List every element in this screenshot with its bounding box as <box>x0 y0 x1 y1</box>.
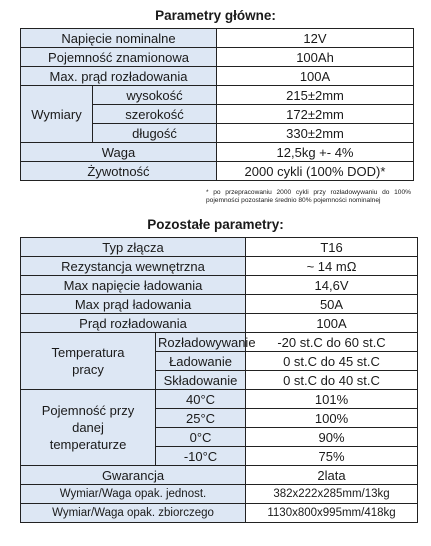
row-value: 2lata <box>246 466 418 485</box>
row-label: Prąd rozładowania <box>21 314 246 333</box>
row-label: Max prąd ładowania <box>21 295 246 314</box>
row-label: Wymiar/Waga opak. jednost. <box>21 485 246 504</box>
row-value: 12,5kg +- 4% <box>217 143 414 162</box>
row-value: 100A <box>246 314 418 333</box>
table-row <box>21 29 414 48</box>
table-row <box>21 276 418 295</box>
row-label: Typ złącza <box>21 238 246 257</box>
row-label: szerokość <box>93 105 217 124</box>
row-value: 215±2mm <box>217 86 414 105</box>
row-value: 14,6V <box>246 276 418 295</box>
row-label: Gwarancja <box>21 466 246 485</box>
table-row <box>21 48 414 67</box>
other-params-title: Pozostałe parametry: <box>147 217 284 232</box>
wymiary-label: Wymiary <box>21 86 93 143</box>
row-value: 101% <box>246 390 418 409</box>
row-label: Napięcie nominalne <box>21 29 217 48</box>
temperatura-label <box>21 333 156 390</box>
row-value: 0 st.C do 40 st.C <box>246 371 418 390</box>
row-label: 40°C <box>156 390 246 409</box>
row-value: -20 st.C do 60 st.C <box>246 333 418 352</box>
row-label: -10°C <box>156 447 246 466</box>
table-row <box>21 466 418 485</box>
table-row <box>21 504 418 523</box>
other-params-table <box>20 237 418 523</box>
table-row <box>21 314 418 333</box>
row-label: Pojemność znamionowa <box>21 48 217 67</box>
row-value: 172±2mm <box>217 105 414 124</box>
row-value: 1130x800x995mm/418kg <box>246 504 418 523</box>
row-value: 100A <box>217 67 414 86</box>
row-value: 382x222x285mm/13kg <box>246 485 418 504</box>
row-value: 0 st.C do 45 st.C <box>246 352 418 371</box>
row-label: 25°C <box>156 409 246 428</box>
pojemnosc-temp-label <box>21 390 156 466</box>
table-row <box>21 257 418 276</box>
table-row <box>21 238 418 257</box>
row-label: Waga <box>21 143 217 162</box>
table-row <box>21 390 418 409</box>
table-row <box>21 143 414 162</box>
row-value: 2000 cykli (100% DOD)* <box>217 162 414 181</box>
main-params-table <box>20 28 414 181</box>
main-params-title: Parametry główne: <box>155 8 276 23</box>
table-row <box>21 162 414 181</box>
row-value: 100% <box>246 409 418 428</box>
row-value: 12V <box>217 29 414 48</box>
row-label: Żywotność <box>21 162 217 181</box>
row-label: Rezystancja wewnętrzna <box>21 257 246 276</box>
row-value: T16 <box>246 238 418 257</box>
footnote: * po przepracowaniu 2000 cykli przy rozładowywaniu do 100% pojemności pozostanie średnio 80% pojemności nominalnej <box>206 189 411 204</box>
row-label: wysokość <box>93 86 217 105</box>
row-label: 0°C <box>156 428 246 447</box>
row-label: Wymiar/Waga opak. zbiorczego <box>21 504 246 523</box>
row-value: 100Ah <box>217 48 414 67</box>
row-value: ~ 14 mΩ <box>246 257 418 276</box>
table-row <box>21 295 418 314</box>
table-row <box>21 86 414 105</box>
row-value: 75% <box>246 447 418 466</box>
pojemnosc-temp-label-text: Pojemność przy danej temperaturze <box>41 403 135 452</box>
row-value: 330±2mm <box>217 124 414 143</box>
row-label: Rozładowywanie <box>156 333 246 352</box>
row-value: 90% <box>246 428 418 447</box>
row-label: długość <box>93 124 217 143</box>
temperatura-label-text: Temperatura pracy <box>51 345 125 377</box>
row-label: Max napięcie ładowania <box>21 276 246 295</box>
row-label: Ładowanie <box>156 352 246 371</box>
table-row <box>21 333 418 352</box>
table-row <box>21 485 418 504</box>
row-label: Max. prąd rozładowania <box>21 67 217 86</box>
table-row <box>21 67 414 86</box>
row-value: 50A <box>246 295 418 314</box>
row-label: Składowanie <box>156 371 246 390</box>
